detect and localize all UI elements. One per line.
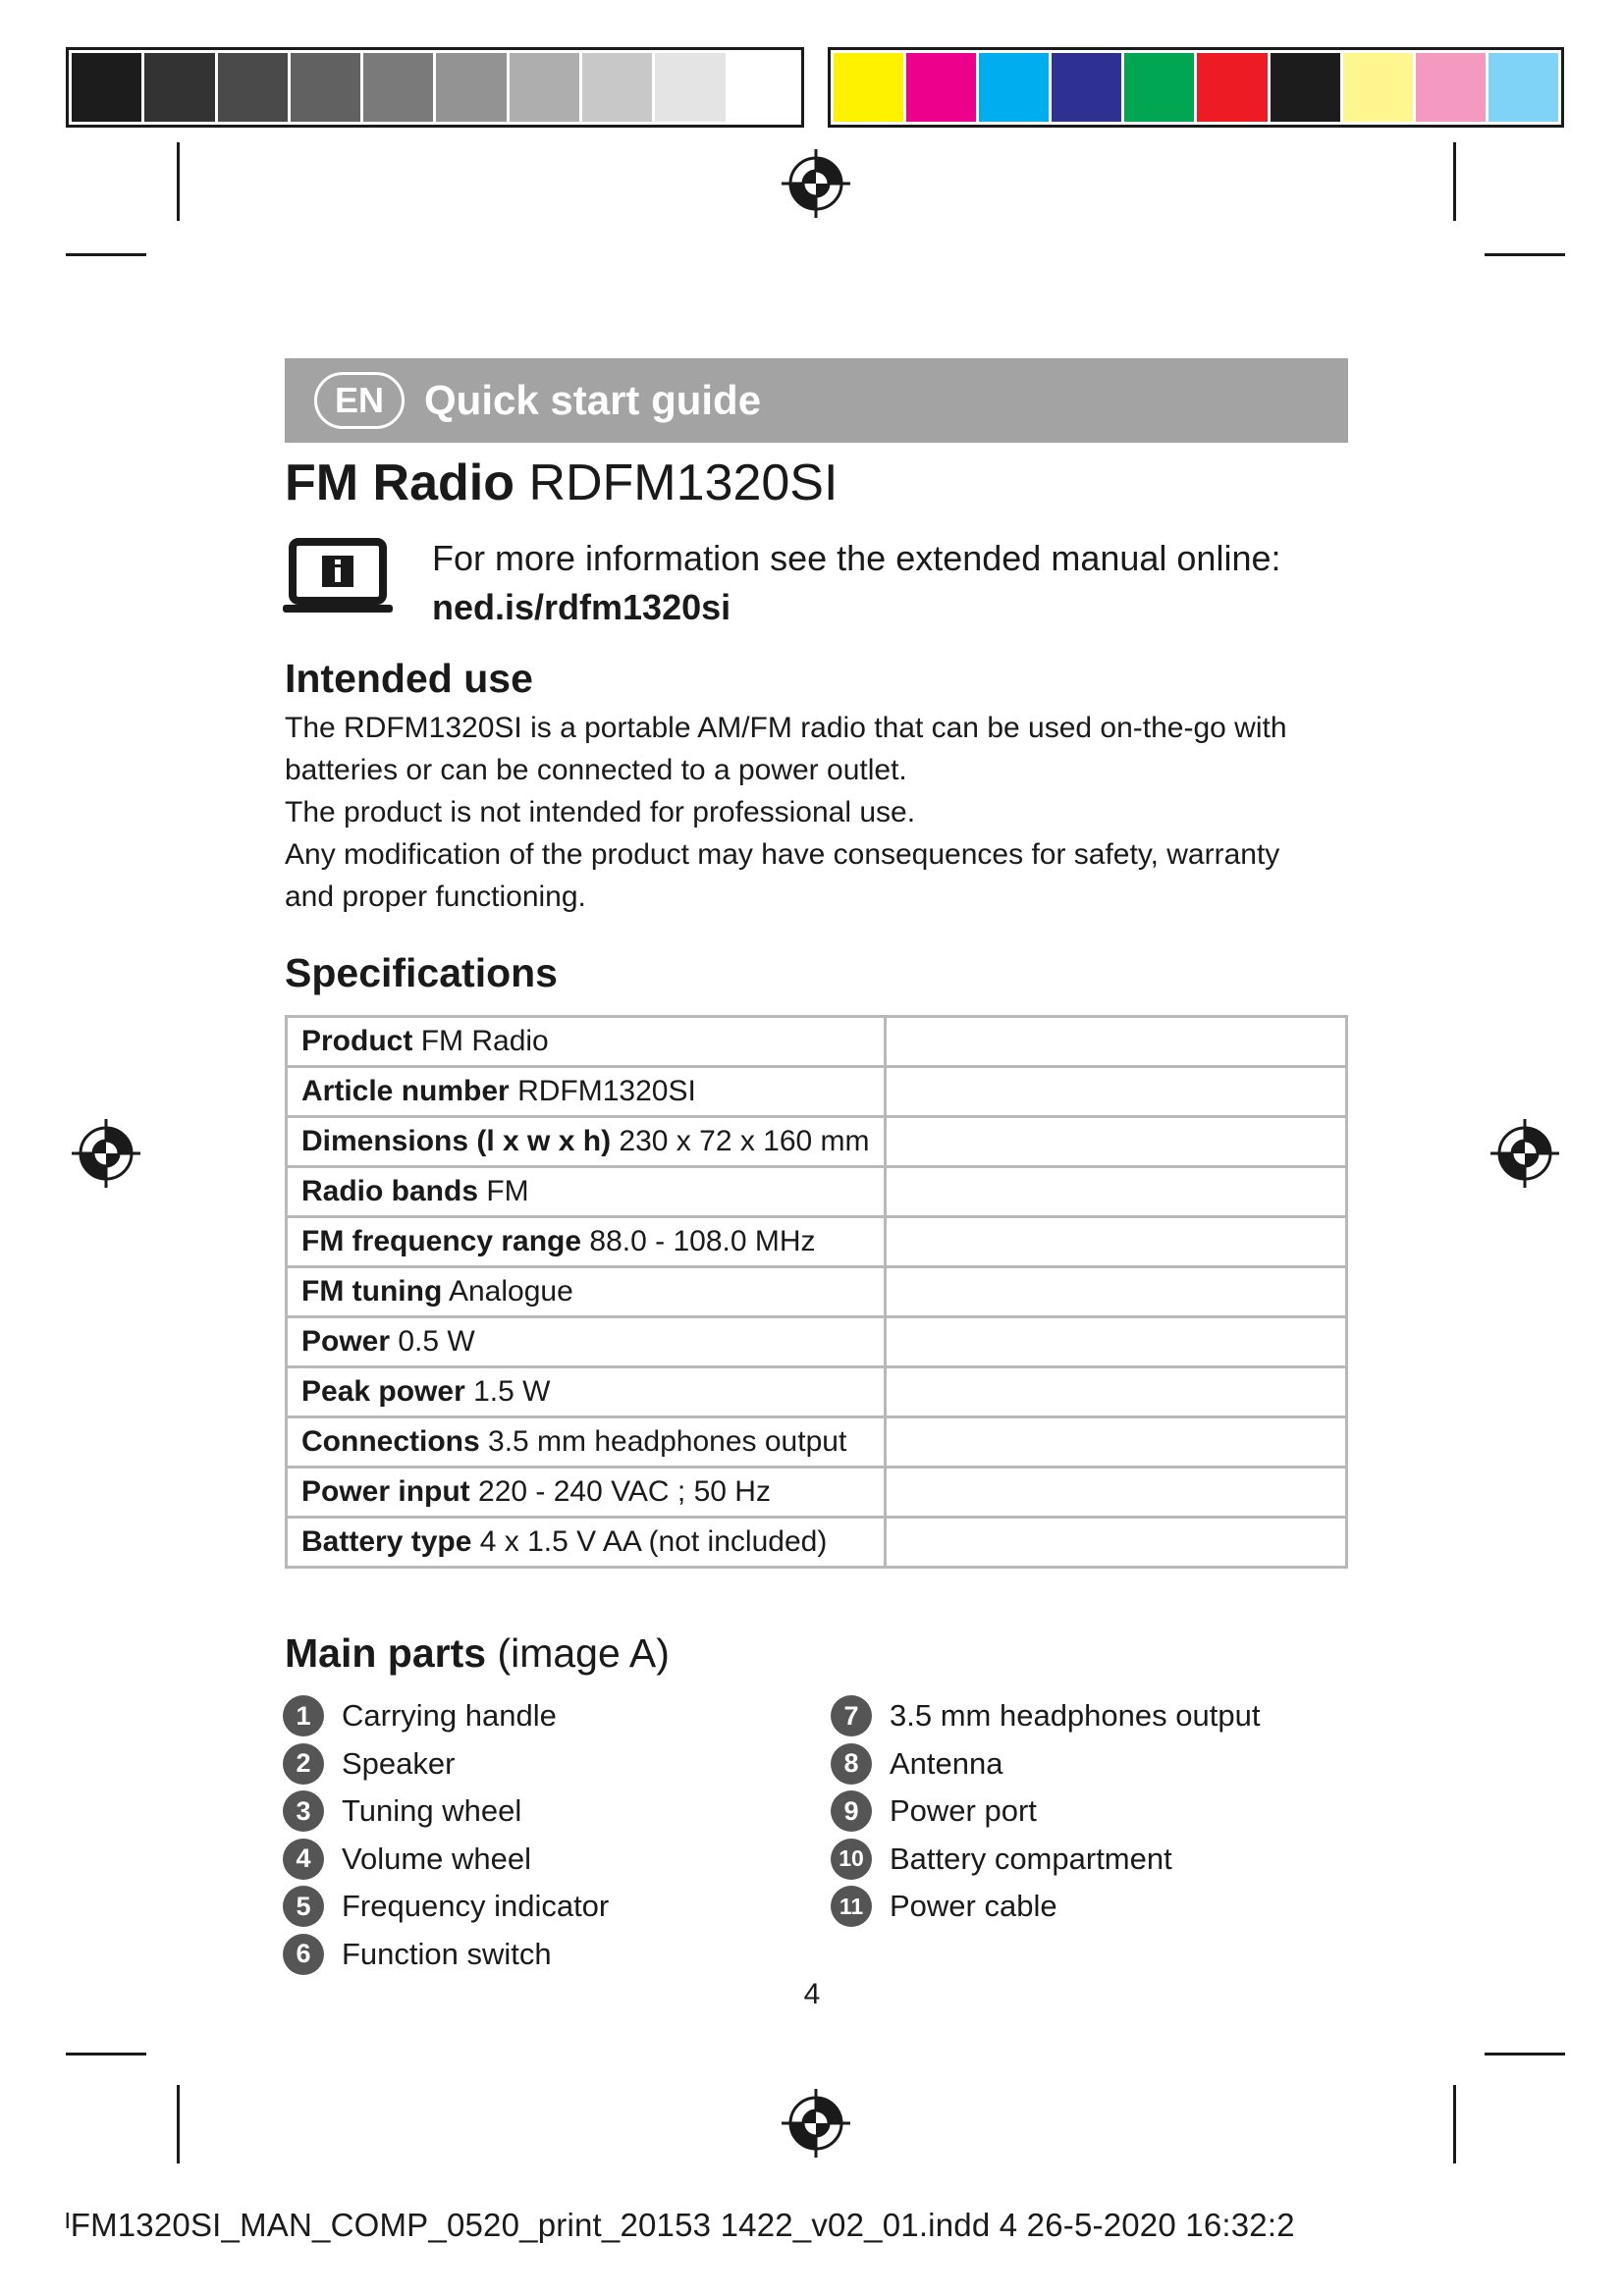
spec-value: RDFM1320SI — [517, 1075, 696, 1107]
spec-cell — [287, 1518, 886, 1568]
gray-swatch — [291, 53, 360, 122]
crop-mark-top-right-v — [1453, 142, 1456, 221]
spec-cell — [287, 1017, 886, 1067]
table-row — [287, 1017, 1347, 1067]
part-label: 3.5 mm headphones output — [890, 1698, 1261, 1734]
spec-value: 220 - 240 VAC ; 50 Hz — [478, 1475, 771, 1508]
color-swatch — [1489, 53, 1558, 122]
crop-mark-bottom-right-v — [1453, 2085, 1456, 2163]
list-item — [283, 1931, 609, 1979]
title-product: FM Radio — [285, 454, 514, 511]
spec-cell — [287, 1217, 886, 1267]
color-swatch — [834, 53, 903, 122]
spec-label: Battery type — [301, 1525, 472, 1558]
parts-list-left — [283, 1692, 609, 1978]
gray-swatch — [510, 53, 579, 122]
color-swatch — [1416, 53, 1486, 122]
gray-swatch — [218, 53, 288, 122]
part-label: Tuning wheel — [342, 1793, 522, 1829]
spec-cell — [287, 1167, 886, 1217]
color-swatch — [1271, 53, 1340, 122]
color-swatch — [979, 53, 1049, 122]
spec-label: Power input — [301, 1475, 470, 1508]
page-title — [285, 454, 838, 512]
registration-mark-icon — [782, 149, 850, 218]
part-number-badge: 1 — [283, 1695, 324, 1736]
quick-start-banner — [285, 358, 1348, 443]
spec-value: 3.5 mm headphones output — [488, 1425, 847, 1458]
part-label: Power cable — [890, 1889, 1057, 1924]
spec-value: 88.0 - 108.0 MHz — [589, 1225, 816, 1257]
intended-use-body — [285, 707, 1326, 918]
intended-use-paragraph: Any modification of the product may have consequences for safety, warranty and proper functioning. — [285, 838, 1280, 913]
table-row — [287, 1518, 1347, 1568]
crop-mark-bottom-left-h — [66, 2053, 146, 2056]
registration-mark-icon — [782, 2089, 850, 2158]
intended-use-paragraph: The RDFM1320SI is a portable AM/FM radio that can be used on-the-go with batteries or can be connected to a power outlet. — [285, 712, 1287, 786]
table-row — [287, 1417, 1347, 1468]
spec-empty-cell — [885, 1468, 1346, 1518]
spec-cell — [287, 1468, 886, 1518]
spec-label: Radio bands — [301, 1175, 479, 1207]
part-label: Carrying handle — [342, 1698, 557, 1734]
main-parts-suffix: (image A) — [497, 1630, 670, 1676]
grayscale-color-bar — [66, 47, 804, 128]
part-number-badge: 10 — [831, 1839, 872, 1880]
list-item — [831, 1883, 1260, 1931]
table-row — [287, 1067, 1347, 1117]
spec-empty-cell — [885, 1217, 1346, 1267]
spec-value: 4 x 1.5 V AA (not included) — [479, 1525, 828, 1558]
list-item — [831, 1740, 1260, 1789]
color-swatch — [1052, 53, 1121, 122]
part-number-badge: 7 — [831, 1695, 872, 1736]
part-number-badge: 11 — [831, 1886, 872, 1927]
gray-swatch — [363, 53, 433, 122]
gray-swatch — [729, 53, 798, 122]
list-item — [831, 1788, 1260, 1836]
part-label: Battery compartment — [890, 1841, 1172, 1876]
laptop-info-icon — [283, 538, 393, 616]
spec-empty-cell — [885, 1417, 1346, 1468]
spec-label: FM tuning — [301, 1275, 443, 1308]
part-number-badge: 9 — [831, 1790, 872, 1832]
crop-mark-top-right-h — [1485, 253, 1565, 256]
spec-empty-cell — [885, 1067, 1346, 1117]
part-number-badge: 2 — [283, 1743, 324, 1785]
spec-label: FM frequency range — [301, 1225, 582, 1257]
spec-value: 0.5 W — [398, 1325, 475, 1358]
part-label: Power port — [890, 1793, 1037, 1829]
table-row — [287, 1217, 1347, 1267]
list-item — [283, 1883, 609, 1931]
parts-list-right — [831, 1692, 1260, 1931]
language-badge: EN — [314, 372, 405, 429]
registration-mark-icon — [1490, 1119, 1559, 1188]
part-label: Volume wheel — [342, 1841, 532, 1876]
crop-mark-bottom-right-h — [1485, 2053, 1565, 2056]
spec-label: Dimensions (l x w x h) — [301, 1125, 612, 1157]
spec-value: Analogue — [448, 1275, 573, 1308]
part-number-badge: 3 — [283, 1790, 324, 1832]
list-item — [283, 1836, 609, 1884]
title-model: RDFM1320SI — [528, 454, 839, 511]
specifications-heading: Specifications — [285, 950, 558, 995]
table-row — [287, 1468, 1347, 1518]
crop-mark-top-left-h — [66, 253, 146, 256]
spec-empty-cell — [885, 1317, 1346, 1367]
spec-label: Connections — [301, 1425, 480, 1458]
part-number-badge: 6 — [283, 1934, 324, 1975]
spec-label: Product — [301, 1025, 413, 1057]
spec-label: Article number — [301, 1075, 510, 1107]
gray-swatch — [655, 53, 725, 122]
spec-empty-cell — [885, 1167, 1346, 1217]
color-swatch — [906, 53, 976, 122]
specifications-table — [285, 1015, 1348, 1569]
main-parts-heading — [285, 1630, 670, 1677]
spec-empty-cell — [885, 1367, 1346, 1417]
registration-mark-icon — [72, 1119, 140, 1188]
gray-swatch — [72, 53, 141, 122]
part-number-badge: 4 — [283, 1839, 324, 1880]
spec-value: 1.5 W — [473, 1375, 551, 1408]
spec-cell — [287, 1267, 886, 1317]
spec-label: Power — [301, 1325, 391, 1358]
spec-cell — [287, 1367, 886, 1417]
spec-empty-cell — [885, 1017, 1346, 1067]
part-label: Antenna — [890, 1745, 1003, 1781]
print-slug-line: ᴵFM1320SI_MAN_COMP_0520_print_20153 1422_v02_01.indd 4 26-5-2020 16:32:2 — [65, 2207, 1295, 2243]
spec-cell — [287, 1067, 886, 1117]
spec-empty-cell — [885, 1267, 1346, 1317]
spec-value: 230 x 72 x 160 mm — [619, 1125, 870, 1157]
part-label: Speaker — [342, 1745, 456, 1781]
part-number-badge: 5 — [283, 1886, 324, 1927]
spec-label: Peak power — [301, 1375, 465, 1408]
gray-swatch — [582, 53, 652, 122]
part-label: Function switch — [342, 1936, 552, 1971]
part-label: Frequency indicator — [342, 1889, 610, 1924]
page-number: 4 — [803, 1978, 821, 2010]
color-swatch — [1124, 53, 1194, 122]
table-row — [287, 1317, 1347, 1367]
banner-title: Quick start guide — [424, 377, 762, 423]
color-swatch — [1343, 53, 1413, 122]
more-info-text: For more information see the extended manual online: — [432, 538, 1281, 578]
spec-cell — [287, 1417, 886, 1468]
list-item — [831, 1836, 1260, 1884]
table-row — [287, 1117, 1347, 1167]
spec-value: FM — [486, 1175, 529, 1207]
spec-value: FM Radio — [420, 1025, 549, 1057]
manual-url-link[interactable]: ned.is/rdfm1320si — [432, 587, 731, 627]
crop-mark-top-left-v — [177, 142, 180, 221]
intended-use-paragraph: The product is not intended for professional use. — [285, 796, 916, 828]
list-item — [831, 1692, 1260, 1740]
gray-swatch — [144, 53, 214, 122]
table-row — [287, 1267, 1347, 1317]
spec-empty-cell — [885, 1117, 1346, 1167]
intended-use-heading: Intended use — [285, 656, 533, 701]
main-parts-title: Main parts — [285, 1630, 487, 1676]
part-number-badge: 8 — [831, 1743, 872, 1785]
table-row — [287, 1367, 1347, 1417]
spec-empty-cell — [885, 1518, 1346, 1568]
table-row — [287, 1167, 1347, 1217]
spec-cell — [287, 1117, 886, 1167]
list-item — [283, 1692, 609, 1740]
process-color-bar — [828, 47, 1564, 128]
gray-swatch — [436, 53, 506, 122]
spec-cell — [287, 1317, 886, 1367]
crop-mark-bottom-left-v — [177, 2085, 180, 2163]
list-item — [283, 1788, 609, 1836]
list-item — [283, 1740, 609, 1789]
color-swatch — [1197, 53, 1267, 122]
